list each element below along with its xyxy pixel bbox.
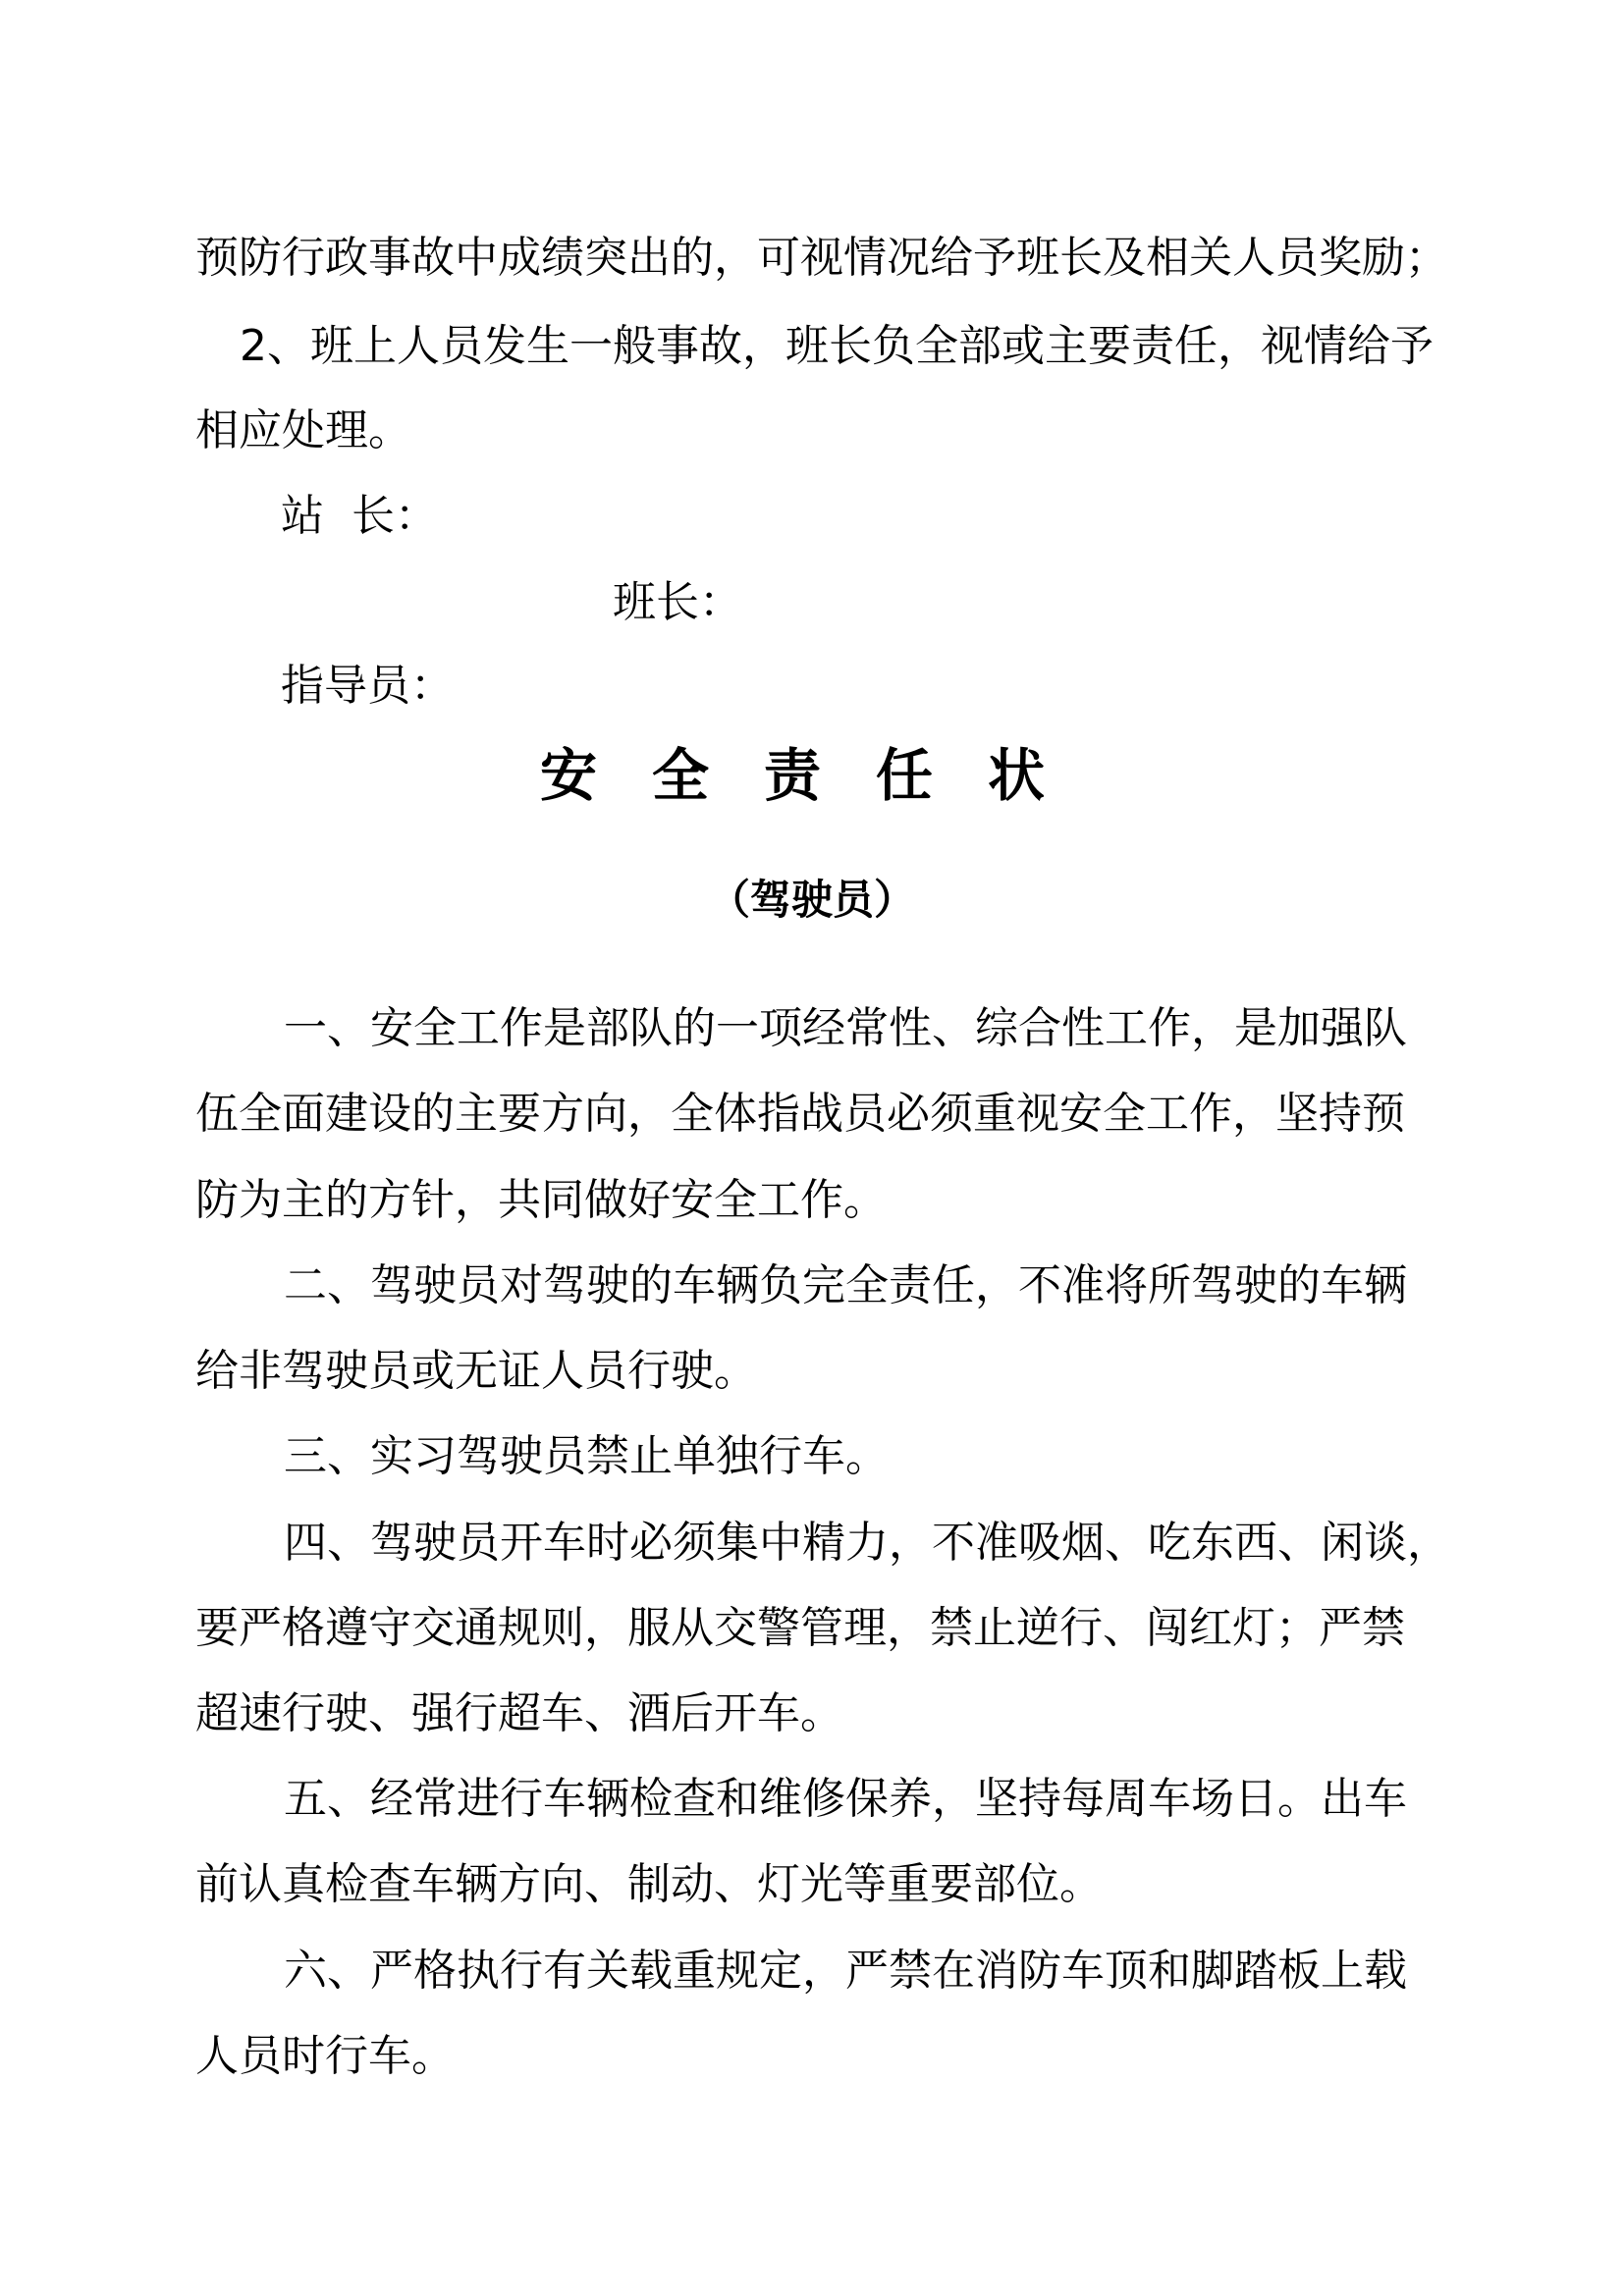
paragraph-line: 一、安全工作是部队的一项经常性、综合性工作，是加强队 — [284, 1003, 1407, 1053]
paragraph-line: 超速行驶、强行超车、酒后开车。 — [195, 1688, 843, 1738]
paragraph-line: 2、班上人员发生一般事故，班长负全部或主要责任，视情给予 — [240, 321, 1434, 371]
paragraph-line: 前认真检查车辆方向、制动、灯光等重要部位。 — [195, 1859, 1103, 1909]
paragraph-line: 防为主的方针，共同做好安全工作。 — [195, 1175, 887, 1225]
paragraph-line: 三、实习驾驶员禁止单独行车。 — [284, 1431, 889, 1481]
paragraph-line: 六、严格执行有关载重规定，严禁在消防车顶和脚踏板上载 — [284, 1946, 1407, 1996]
document-subtitle: （驾驶员） — [708, 876, 915, 924]
signature-squad-leader: 班长： — [613, 577, 742, 627]
paragraph-line: 四、驾驶员开车时必须集中精力，不准吸烟、吃东西、闲谈， — [284, 1518, 1450, 1568]
paragraph-line: 五、经常进行车辆检查和维修保养，坚持每周车场日。出车 — [284, 1774, 1407, 1824]
paragraph-line: 人员时行车。 — [195, 2031, 455, 2081]
signature-instructor: 指导员： — [281, 661, 454, 711]
paragraph-line: 伍全面建设的主要方向，全体指战员必须重视安全工作，坚持预 — [195, 1089, 1405, 1139]
paragraph-line: 相应处理。 — [195, 405, 411, 455]
document-title: 安全责任状 — [539, 742, 1100, 809]
paragraph-line: 二、驾驶员对驾驶的车辆负完全责任，不准将所驾驶的车辆 — [284, 1260, 1407, 1310]
paragraph-line: 给非驾驶员或无证人员行驶。 — [195, 1346, 757, 1396]
paragraph-line: 要严格遵守交通规则，服从交警管理，禁止逆行、闯红灯；严禁 — [195, 1603, 1405, 1653]
signature-station-chief: 站 长： — [281, 491, 438, 541]
paragraph-line: 预防行政事故中成绩突出的，可视情况给予班长及相关人员奖励； — [195, 233, 1448, 283]
